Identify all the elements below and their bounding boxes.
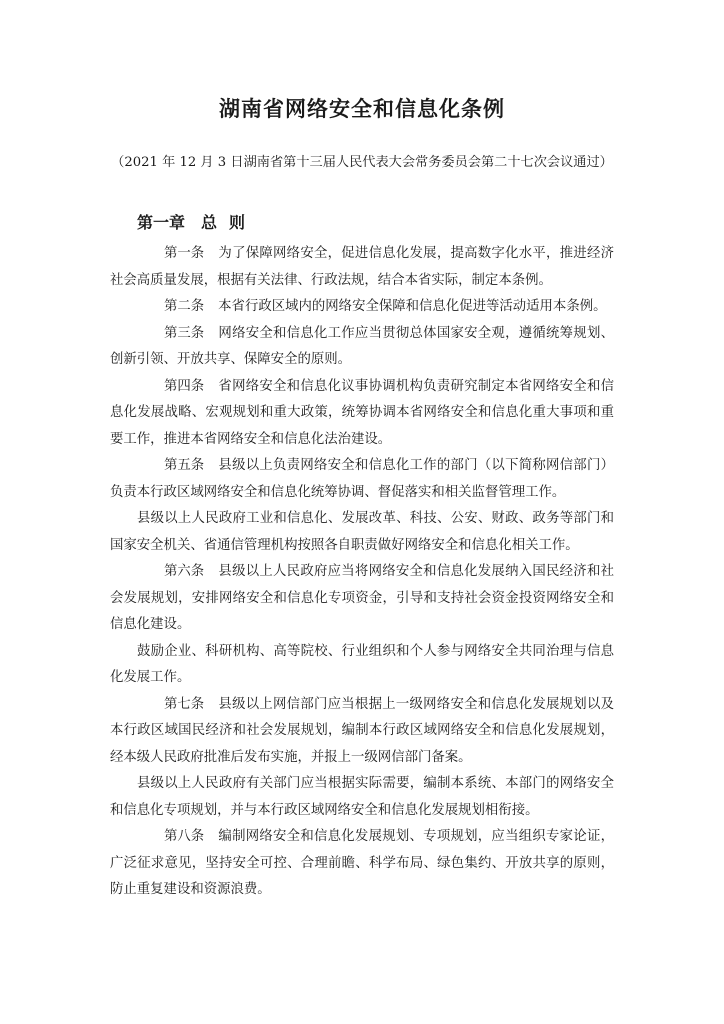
article-text: 省网络安全和信息化议事协调机构负责研究制定本省网络安全和信息化发展战略、宏观规划和重大政策，统筹协调本省网络安全和信息化重大事项和重要工作，推进本省网络安全和信息化法治建设。 xyxy=(110,378,614,447)
article-number: 第一条 xyxy=(164,246,205,261)
article-text: 县级以上负责网络安全和信息化工作的部门（以下简称网信部门）负责本行政区域网络安全和信息化统筹协调、督促落实和相关监督管理工作。 xyxy=(110,458,614,500)
chapter-name-part2: 则 xyxy=(229,213,246,232)
article-number: 第七条 xyxy=(164,696,205,712)
paragraph-text: 县级以上人民政府有关部门应当根据实际需要，编制本系统、本部门的网络安全和信息化专项规划，并与本行政区域网络安全和信息化发展规划相衔接。 xyxy=(110,776,614,818)
article-paragraph xyxy=(110,559,614,639)
article-number: 第四条 xyxy=(164,378,205,394)
paragraph-text: 县级以上人民政府工业和信息化、发展改革、科技、公安、财政、政务等部门和国家安全机关、省通信管理机构按照各自职责做好网络安全和信息化相关工作。 xyxy=(110,511,614,553)
chapter-number: 第一章 xyxy=(137,213,186,232)
chapter-name-part1: 总 xyxy=(201,213,218,232)
article-number: 第五条 xyxy=(164,458,205,473)
article-text: 本省行政区域内的网络安全保障和信息化促进等活动适用本条例。 xyxy=(218,299,607,314)
article-paragraph xyxy=(110,241,614,294)
article-text: 网络安全和信息化工作应当贯彻总体国家安全观，遵循统筹规划、创新引领、开放共享、保障安全的原则。 xyxy=(110,325,614,367)
article-paragraph xyxy=(110,692,614,772)
continuation-paragraph xyxy=(110,506,614,559)
chapter-body xyxy=(110,241,614,904)
article-text: 编制网络安全和信息化发展规划、专项规划，应当组织专家论证，广泛征求意见，坚持安全可控、合理前瞻、科学布局、绿色集约、开放共享的原则，防止重复建设和资源浪费。 xyxy=(110,829,614,897)
article-paragraph xyxy=(110,453,614,506)
continuation-paragraph xyxy=(110,639,614,692)
article-paragraph xyxy=(110,824,614,904)
continuation-paragraph xyxy=(110,771,614,824)
article-number: 第三条 xyxy=(164,325,205,341)
document-subtitle: （2021 年 12 月 3 日湖南省第十三届人民代表大会常务委员会第二十七次会议通过） xyxy=(111,155,613,170)
article-number: 第六条 xyxy=(164,564,205,579)
article-text: 县级以上人民政府应当将网络安全和信息化发展纳入国民经济和社会发展规划，安排网络安全和信息化专项资金，引导和支持社会资金投资网络安全和信息化建设。 xyxy=(110,564,614,632)
article-number: 第八条 xyxy=(164,829,205,844)
article-paragraph xyxy=(110,374,614,454)
article-paragraph xyxy=(110,321,614,374)
article-text: 县级以上网信部门应当根据上一级网络安全和信息化发展规划以及本行政区域国民经济和社会发展规划，编制本行政区域网络安全和信息化发展规划，经本级人民政府批准后发布实施，并报上一级网信部门备案。 xyxy=(110,696,614,765)
article-paragraph xyxy=(110,294,614,321)
document-title: 湖南省网络安全和信息化条例 xyxy=(219,97,505,121)
article-text: 为了保障网络安全，促进信息化发展，提高数字化水平，推进经济社会高质量发展，根据有关法律、行政法规，结合本省实际，制定本条例。 xyxy=(110,246,614,288)
paragraph-text: 鼓励企业、科研机构、高等院校、行业组织和个人参与网络安全共同治理与信息化发展工作。 xyxy=(110,643,614,685)
article-number: 第二条 xyxy=(164,299,205,314)
chapter-heading xyxy=(137,210,245,233)
